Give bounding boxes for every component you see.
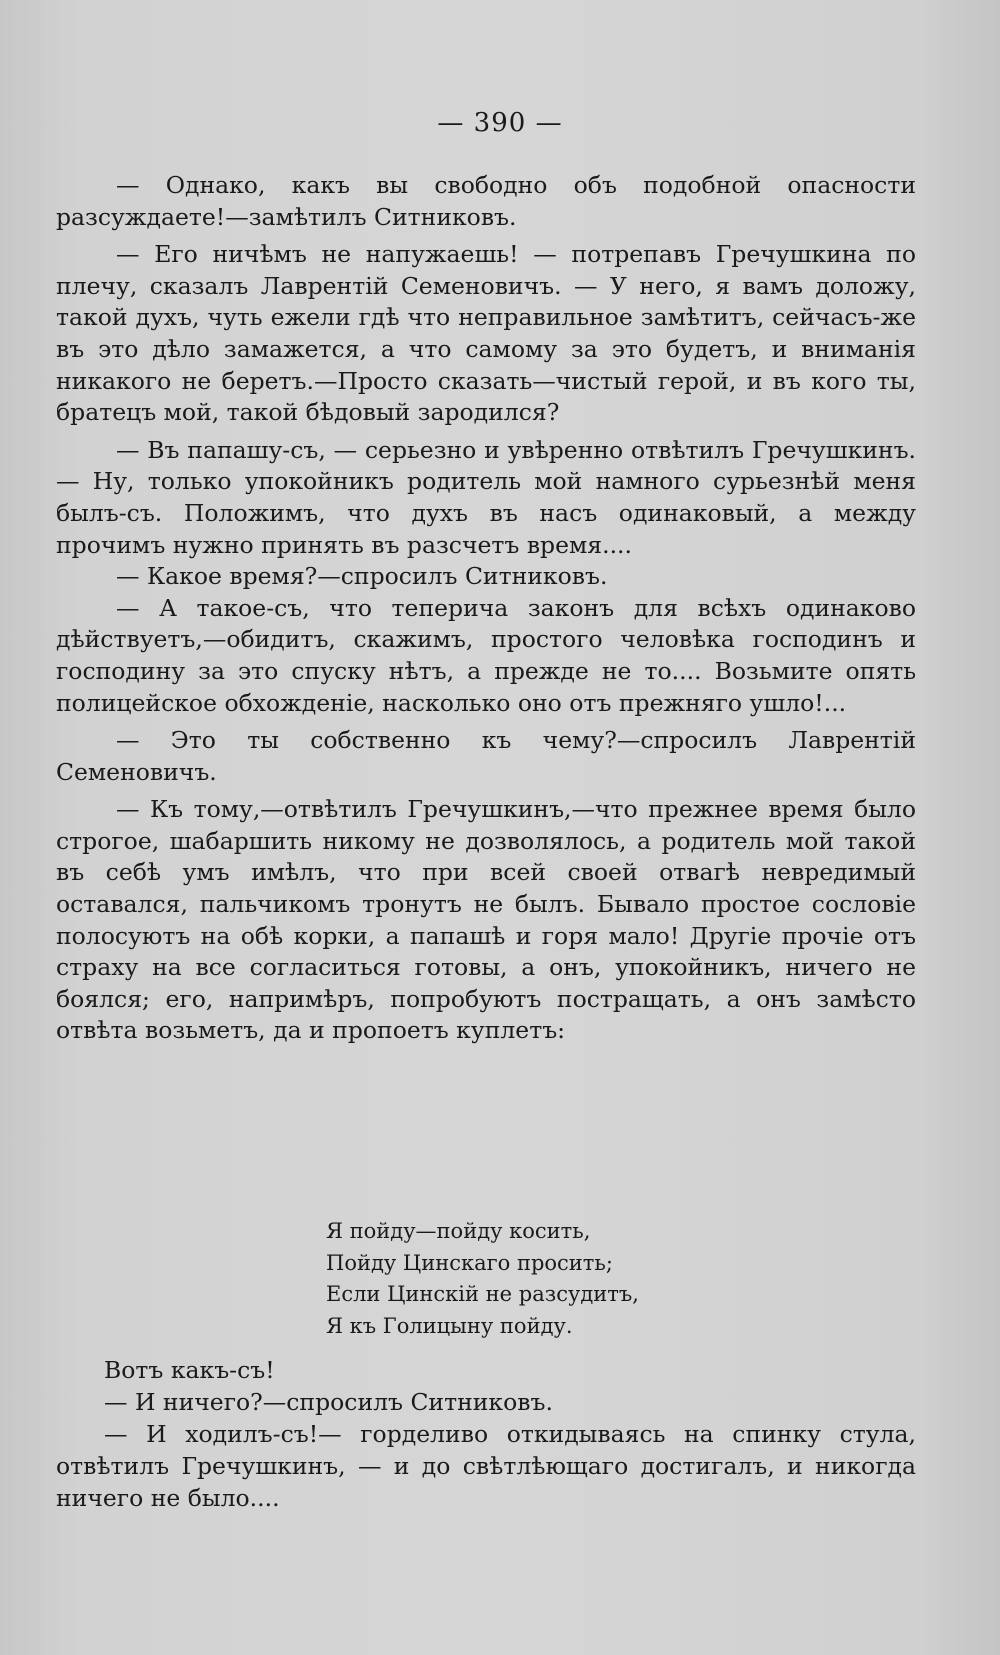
paragraph: — Это ты собственно къ чему?—спросилъ Лаврентій Семеновичъ. [56, 726, 916, 786]
paragraph: — И ходилъ-съ!— горделиво откидываясь на спинку стула, отвѣтилъ Гречушкинъ, — и до свѣтлѣющаго достигалъ, и никогда ничего не было.... [56, 1420, 916, 1512]
verse-line: Если Цинскій не разсудитъ, [326, 1282, 639, 1306]
verse-block [326, 1216, 886, 1342]
main-text [56, 170, 916, 1047]
paragraph: — А такое-съ, что теперича законъ для всѣхъ одинаково дѣйствуетъ,—обидитъ, скажимъ, простого человѣка господинъ и господину за это спуску нѣтъ, а прежде не то.... Возьмите опять полицейское обхожденіе, насколько оно отъ прежняго ушло!... [56, 593, 916, 717]
paragraph: — Однако, какъ вы свободно объ подобной опасности разсуждаете!—замѣтилъ Ситниковъ. [56, 171, 916, 231]
verse-line: Я къ Голицыну пойду. [326, 1313, 573, 1338]
verse-line: Я пойду—пойду косить, [326, 1219, 591, 1243]
paragraph: Вотъ какъ-съ! [104, 1356, 275, 1384]
verse-line: Пойду Цинскаго просить; [326, 1250, 613, 1275]
paragraph: — Въ папашу-съ, — серьезно и увѣренно отвѣтилъ Гречушкинъ. — Ну, только упокойникъ родитель мой намного сурьезнѣй меня былъ-съ. Положимъ, что духъ въ насъ одинаковый, а между прочимъ нужно принять въ разсчетъ время.... [56, 435, 916, 559]
page-number: — 390 — [437, 108, 563, 138]
paragraph: — Къ тому,—отвѣтилъ Гречушкинъ,—что прежнее время было строгое, шабаршить никому не дозволялось, а родитель мой такой въ себѣ умъ имѣлъ, что при всей своей отвагѣ невредимый оставался, пальчикомъ тронутъ не былъ. Бывало простое сословіе полосуютъ на обѣ корки, а папашѣ и горя мало! Другіе прочіе отъ страху на все согласиться готовы, а онъ, упокойникъ, ничего не боялся; его, напримѣръ, попробуютъ постращать, а онъ замѣсто отвѣта возьметъ, да и пропоетъ куплетъ: [56, 795, 916, 1045]
closing-text [56, 1354, 916, 1514]
paragraph: — И ничего?—спросилъ Ситниковъ. [104, 1388, 553, 1416]
paragraph: — Какое время?—спросилъ Ситниковъ. [116, 562, 608, 591]
paragraph: — Его ничѣмъ не напужаешь! — потрепавъ Гречушкина по плечу, сказалъ Лаврентій Семеновичъ. — У него, я вамъ доложу, такой духъ, чуть ежели гдѣ что неправильное замѣтитъ, сейчасъ-же въ это дѣло замажется, а что самому за это будетъ, и вниманія никакого не беретъ.—Просто сказать—чистый герой, и въ кого ты, братецъ мой, такой бѣдовый зародился? [56, 240, 916, 427]
